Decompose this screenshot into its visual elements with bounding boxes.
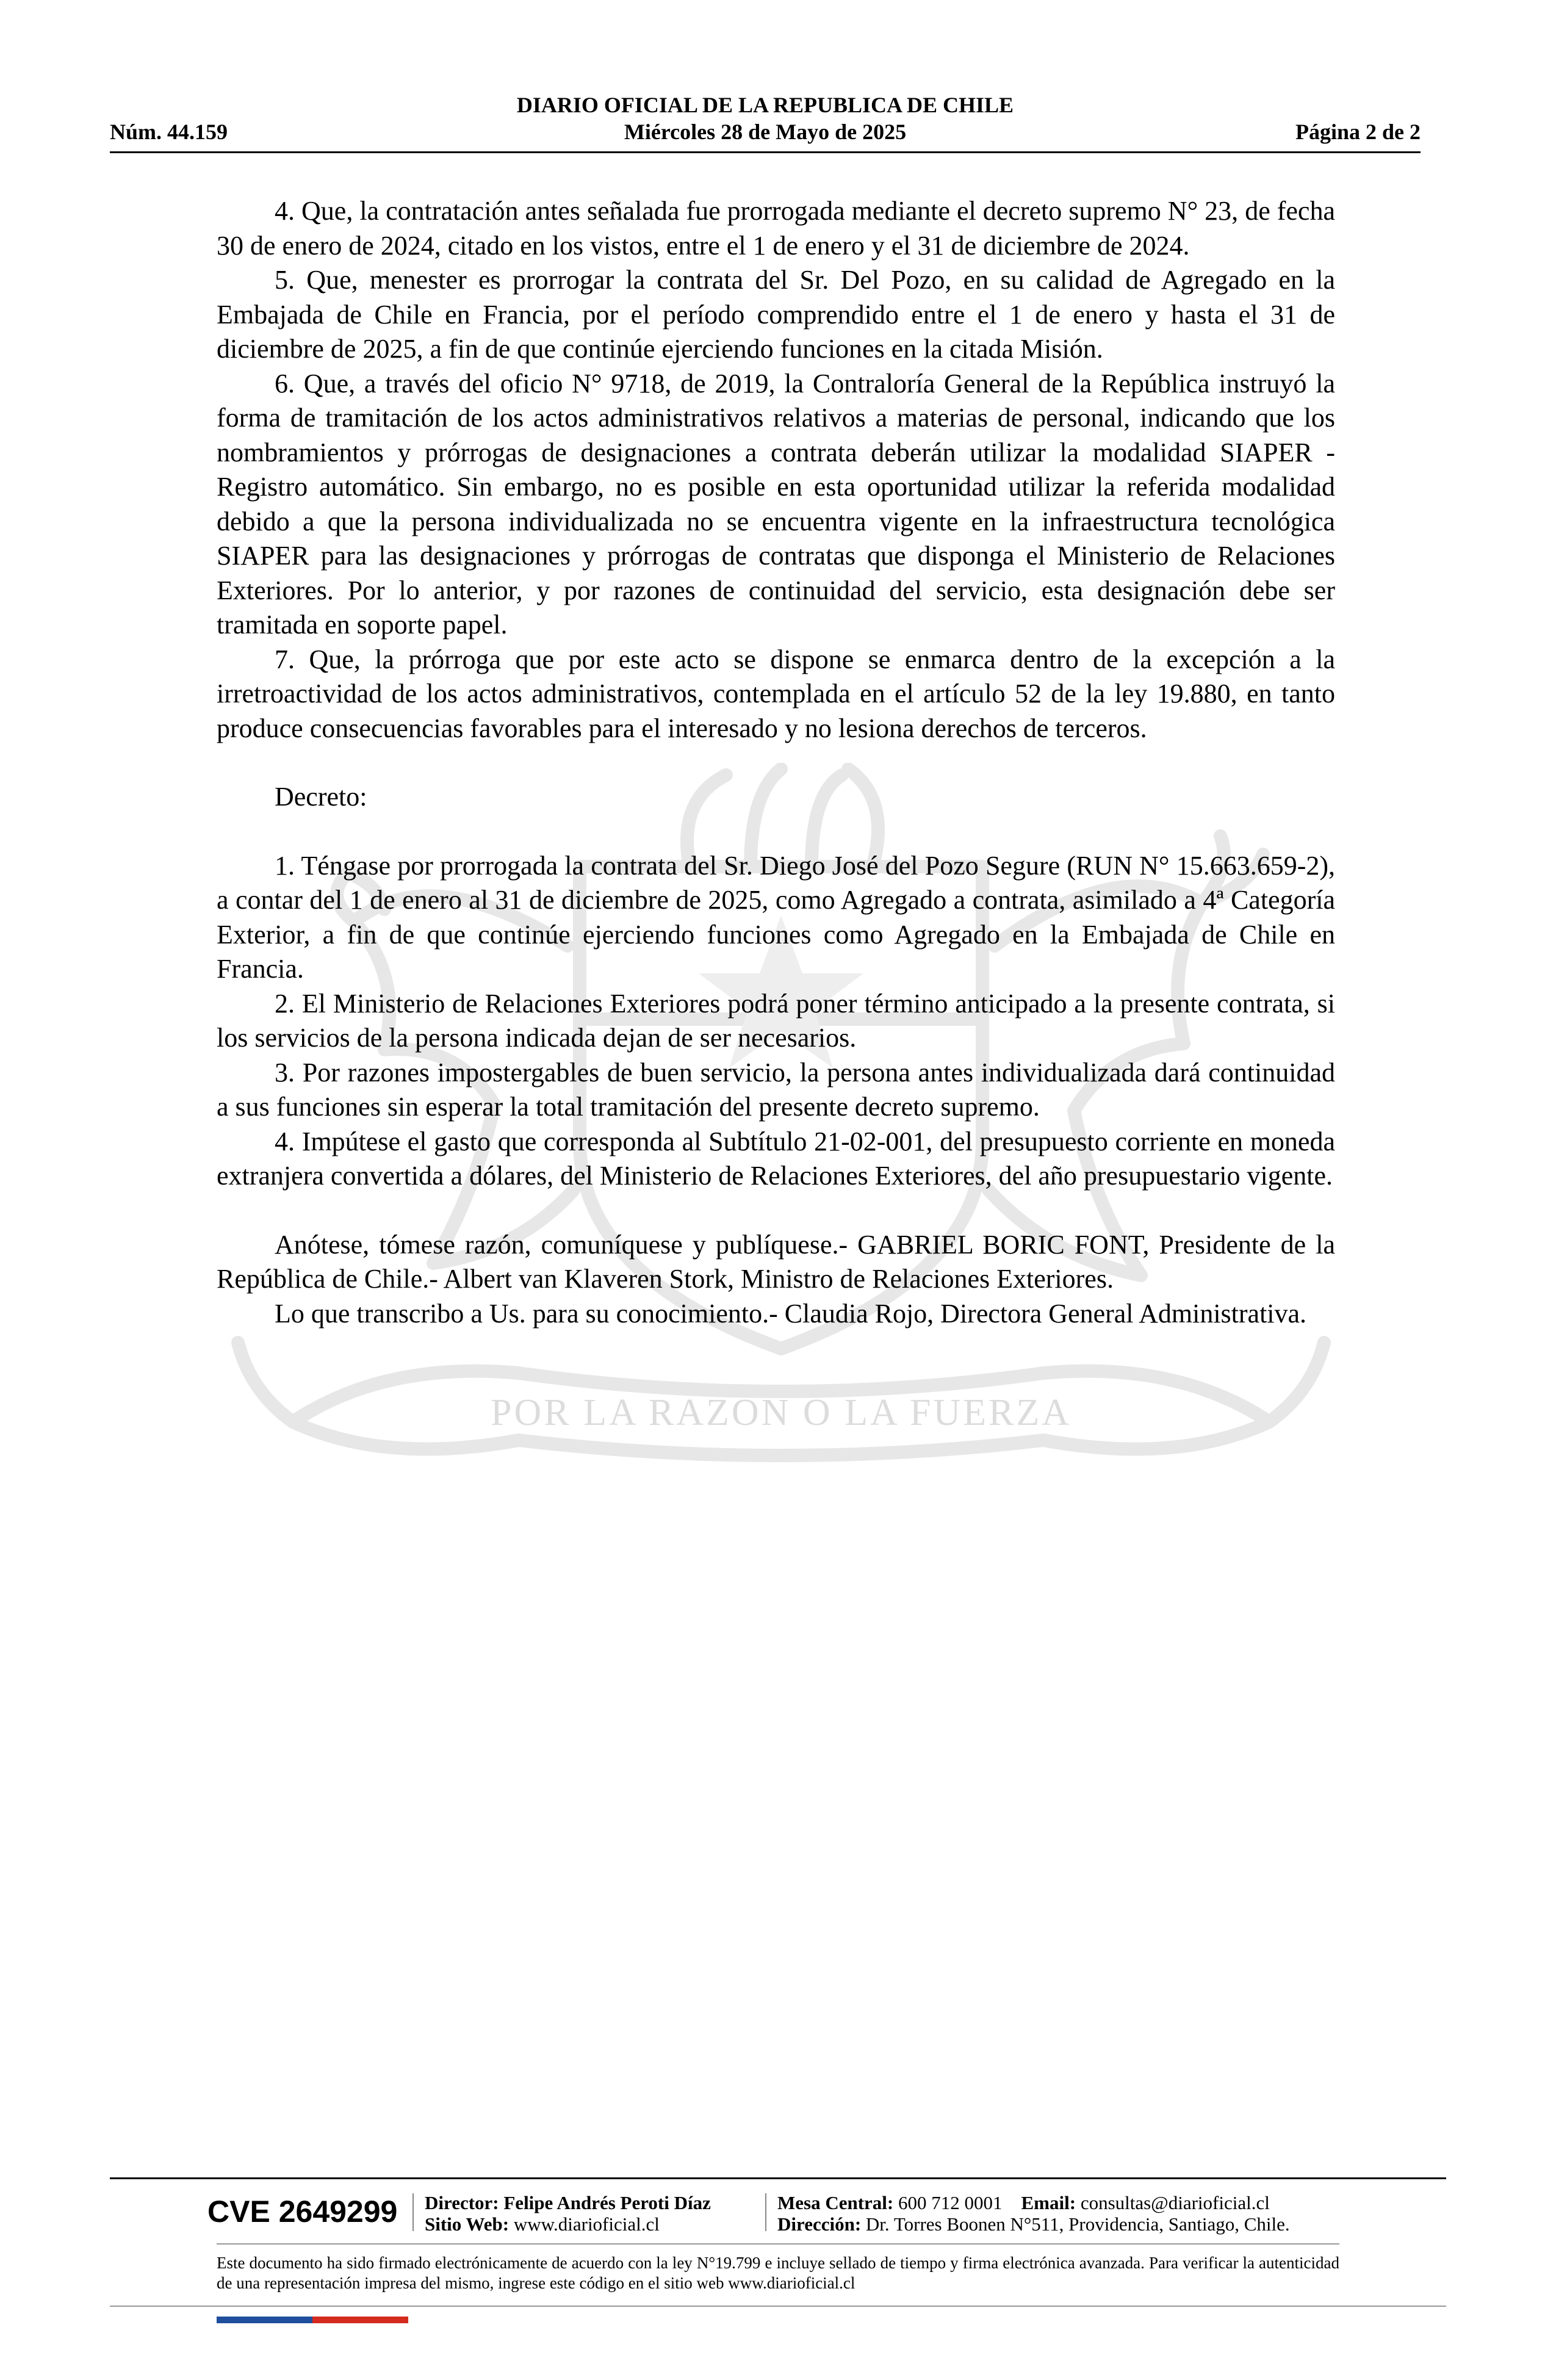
footer-separator [412,2193,414,2231]
paragraph-consideration-5: 5. Que, menester es prorrogar la contrata del Sr. Del Pozo, en su calidad de Agregado en la Embajada de Chile en Francia, por el período comprendido entre el 1 de enero y hasta el 31 de diciembre de 2025, a fin de que continúe ejerciendo funciones en la citada Misión. [217,265,1335,364]
footer-divider-mid [217,2243,1339,2245]
contact-block [777,2192,1290,2235]
address-label: Dirección: [777,2213,862,2235]
decree-body [217,194,1335,1331]
footer-separator [765,2193,766,2231]
phone-label: Mesa Central: [777,2192,894,2213]
paragraph-article-4: 4. Impútese el gasto que corresponda al Subtítulo 21-02-001, del presupuesto corriente en moneda extranjera convertida a dólares, del Ministerio de Relaciones Exteriores, del año presupuestario vigente. [217,1126,1335,1191]
director-block [425,2192,711,2235]
website-link[interactable]: www.diarioficial.cl [513,2213,660,2235]
footer-divider-bottom [110,2306,1446,2307]
footer-divider-top [110,2177,1446,2179]
legal-notice: Este documento ha sido firmado electrónicamente de acuerdo con la ley N°19.799 e incluye sellado de tiempo y firma electrónica avanzada. Para verificar la autenticidad de una representación impresa del mismo, ingrese este código en el sitio web www.diarioficial.cl [217,2254,1339,2292]
page-header [110,92,1421,157]
paragraph-consideration-6: 6. Que, a través del oficio N° 9718, de 2019, la Contraloría General de la República instruyó la forma de tramitación de los actos administrativos relativos a materias de personal, indicando que los nombramientos y prórrogas de designaciones a contrata deberán utilizar la modalidad SIAPER - Registro automático. Sin embargo, no es posible en esta oportunidad utilizar la referida modalidad debido a que la persona individualizada no se encuentra vigente en la infraestructura tecnológica SIAPER para las designaciones y prórrogas de contratas que disponga el Ministerio de Relaciones Exteriores. Por lo anterior, y por razones de continuidad del servicio, esta designación debe ser tramitada en soporte papel. [217,368,1335,640]
header-divider [110,151,1421,153]
cve-code: CVE 2649299 [207,2194,398,2229]
paragraph-consideration-7: 7. Que, la prórroga que por este acto se dispone se enmarca dentro de la excepción a la irretroactividad de los actos administrativos, contemplada en el artículo 52 de la ley 19.880, en tanto produce consecuencias favorables para el interesado y no lesiona derechos de terceros. [217,644,1335,743]
decree-heading: Decreto: [275,782,367,812]
director-name: Felipe Andrés Peroti Díaz [503,2192,711,2213]
page-number: Página 2 de 2 [1295,120,1421,144]
issue-number: Núm. 44.159 [110,120,228,144]
paragraph-article-1: 1. Téngase por prorrogada la contrata del Sr. Diego José del Pozo Segure (RUN N° 15.663.659-2), a contar del 1 de enero al 31 de diciembre de 2025, como Agregado a contrata, asimilado a 4ª Categoría Exterior, a fin de que continúe ejerciendo funciones como Agregado en la Embajada de Chile en Francia. [217,850,1335,984]
flag-stripe-blue [217,2317,312,2323]
address-text: Dr. Torres Boonen N°511, Providencia, Santiago, Chile. [865,2213,1290,2235]
email-label: Email: [1021,2192,1076,2213]
paragraph-consideration-4: 4. Que, la contratación antes señalada fue prorrogada mediante el decreto supremo N° 23, de fecha 30 de enero de 2024, citado en los vistos, entre el 1 de enero y el 31 de diciembre de 2024. [217,196,1335,261]
paragraph-article-2: 2. El Ministerio de Relaciones Exteriores podrá poner término anticipado a la presente contrata, si los servicios de la persona indicada dejan de ser necesarios. [217,988,1335,1053]
paragraph-article-3: 3. Por razones impostergables de buen servicio, la persona antes individualizada dará continuidad a sus funciones sin esperar la total tramitación del presente decreto supremo. [217,1057,1335,1122]
paragraph-transcription: Lo que transcribo a Us. para su conocimiento.- Claudia Rojo, Directora General Administrativa. [275,1298,1307,1329]
phone-number: 600 712 0001 [898,2192,1003,2213]
page-footer [110,2177,1446,2324]
paragraph-signatures: Anótese, tómese razón, comuníquese y publíquese.- GABRIEL BORIC FONT, Presidente de la República de Chile.- Albert van Klaveren Stork, Ministro de Relaciones Exteriores. [217,1229,1335,1294]
email-link[interactable]: consultas@diarioficial.cl [1080,2192,1270,2213]
director-label: Director: [425,2192,499,2213]
flag-stripe [217,2317,409,2323]
issue-date: Miércoles 28 de Mayo de 2025 [624,120,907,144]
website-label: Sitio Web: [425,2213,510,2235]
flag-stripe-red [312,2317,408,2323]
header-row [110,118,1421,145]
publication-title: DIARIO OFICIAL DE LA REPUBLICA DE CHILE [516,93,1014,117]
motto-text: POR LA RAZON O LA FUERZA [490,1392,1072,1433]
